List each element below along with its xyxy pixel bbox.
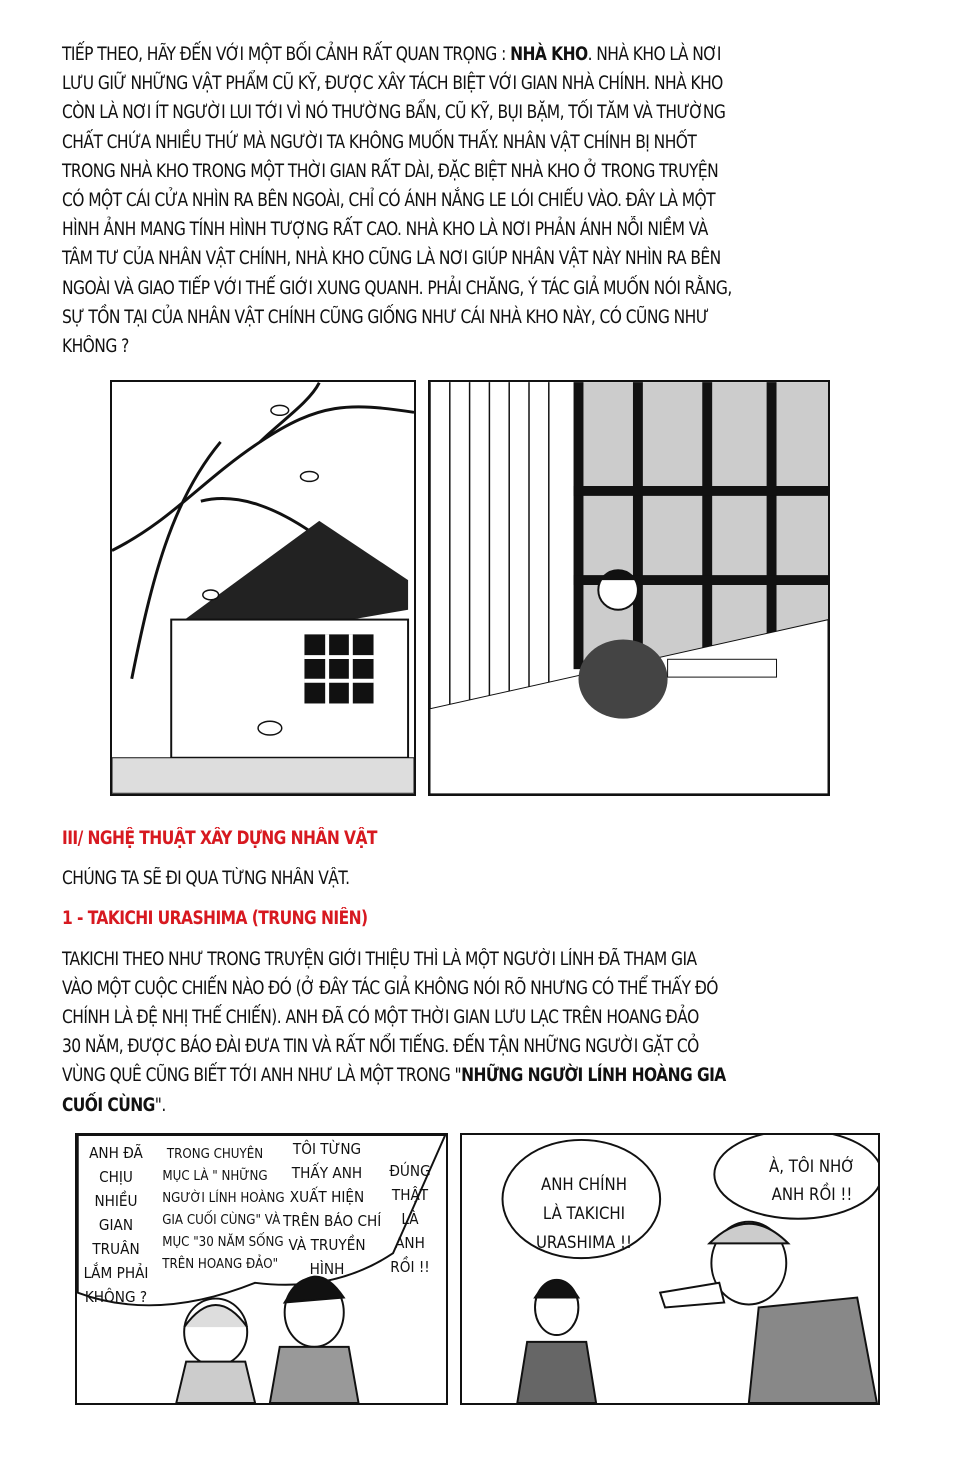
text-line: TIẾP THEO, HÃY ĐẾN VỚI MỘT BỐI CẢNH RẤT QUAN TRỌNG : NHÀ KHO. NHÀ KHO LÀ NƠI [62,44,721,65]
speech-bubble: TRONG CHUYÊN MỤC LÀ " NHỮNG NGƯỜI LÍNH HOÀNG GIA CUỐI CÙNG" VÀ MỤC "30 NĂM SỐNG TRÊN HOANG ĐẢO" [162,1146,285,1272]
takichi-in-storehouse-illustration [430,382,828,794]
text-line: KHÔNG ? [62,336,129,358]
text-line: CHẤT CHỨA NHIỀU THỨ MÀ NGƯỜI TA KHÔNG MUỐN THẤY. NHÂN VẬT CHÍNH BỊ NHỐT [62,131,697,153]
manga-panel-storehouse-exterior [110,380,416,796]
speech-bubble: ĐÚNG THẬT LÀ ANH RỒI !! [389,1162,431,1276]
text-line: VÀO MỘT CUỘC CHIẾN NÀO ĐÓ (Ở ĐÂY TÁC GIẢ KHÔNG NÓI RÕ NHƯNG CÓ THỂ THẤY ĐÓ [62,977,718,999]
manga-panel-recognition [460,1133,880,1405]
speech-bubble: ANH ĐÃ CHỊU NHIỀU GIAN TRUÂN LẮM PHẢI KHÔNG ? [83,1144,149,1306]
text-line: 30 NĂM, ĐƯỢC BÁO ĐÀI ĐƯA TIN VÀ RẤT NỔI TIẾNG. ĐẾN TẬN NHỮNG NGƯỜI GẶT CỎ [62,1036,699,1058]
text-line: TAKICHI THEO NHƯ TRONG TRUYỆN GIỚI THIỆU THÌ LÀ MỘT NGƯỜI LÍNH ĐÃ THAM GIA [62,948,697,970]
text-line: TRONG NHÀ KHO TRONG MỘT THỜI GIAN RẤT DÀI, ĐẶC BIỆT NHÀ KHO Ở TRONG TRUYỆN [62,160,719,182]
text-line: CUỐI CÙNG". [62,1094,166,1116]
text-line: CÓ MỘT CÁI CỬA NHÌN RA BÊN NGOÀI, CHỈ CÓ ÁNH NẮNG LE LÓI CHIẾU VÀO. ĐÂY LÀ MỘT [62,190,716,212]
speech-bubble: À, TÔI NHỚ ANH RỒI !! [769,1157,855,1205]
manga-panel-storehouse-interior [428,380,830,796]
speech-bubble: ANH CHÍNH LÀ TAKICHI URASHIMA !! [535,1175,633,1253]
section-content [62,824,882,1120]
text-line: SỰ TỒN TẠI CỦA NHÂN VẬT CHÍNH CŨNG GIỐNG NHƯ CÁI NHÀ KHO NÀY, CÓ CŨNG NHƯ [62,306,709,328]
text-line: TÂM TƯ CỦA NHÂN VẬT CHÍNH, NHÀ KHO CŨNG LÀ NƠI GIÚP NHÂN VẬT NÀY NHÌN RA BÊN [62,248,721,270]
section-heading: III/ NGHỆ THUẬT XÂY DỰNG NHÂN VẬT [62,828,377,849]
section-intro: CHÚNG TA SẼ ĐI QUA TỪNG NHÂN VẬT. [62,868,350,890]
character-heading: 1 - TAKICHI URASHIMA (TRUNG NIÊN) [62,908,368,930]
text-line: HÌNH ẢNH MANG TÍNH HÌNH TƯỢNG RẤT CAO. NHÀ KHO LÀ NƠI PHẢN ÁNH NỖI NIỀM VÀ [62,219,708,241]
manga-panel-villagers [75,1133,448,1405]
intro-paragraph [62,40,882,361]
text-line: CHÍNH LÀ ĐỆ NHỊ THẾ CHIẾN). ANH ĐÃ CÓ MỘT THỜI GIAN LƯU LẠC TRÊN HOANG ĐẢO [62,1007,699,1029]
storehouse-illustration [112,382,414,794]
text-line: VÙNG QUÊ CŨNG BIẾT TỚI ANH NHƯ LÀ MỘT TRONG "NHỮNG NGƯỜI LÍNH HOÀNG GIA [62,1065,726,1087]
speech-bubble: TÔI TỪNG THẤY ANH XUẤT HIỆN TRÊN BÁO CHÍ VÀ TRUYỀN HÌNH [283,1140,382,1278]
text-line: NGOÀI VÀ GIAO TIẾP VỚI THẾ GIỚI XUNG QUANH. PHẢI CHĂNG, Ý TÁC GIẢ MUỐN NÓI RẰNG, [62,277,732,299]
text-line: CÒN LÀ NƠI ÍT NGƯỜI LUI TỚI VÌ NÓ THƯỜNG BẨN, CŨ KỸ, BỤI BẶM, TỐI TĂM VÀ THƯỜNG [62,102,726,124]
text-line: LƯU GIỮ NHỮNG VẬT PHẨM CŨ KỸ, ĐƯỢC XÂY TÁCH BIỆT VỚI GIAN NHÀ CHÍNH. NHÀ KHO [62,73,723,95]
